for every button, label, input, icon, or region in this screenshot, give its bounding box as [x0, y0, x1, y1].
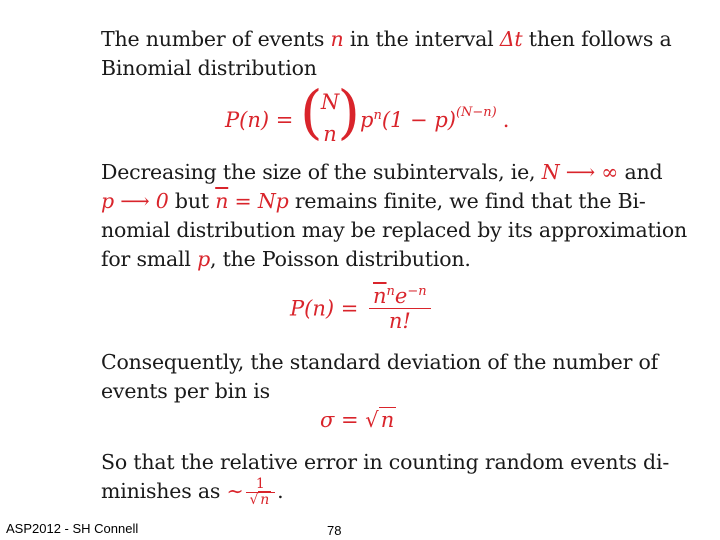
paragraph-limit-line-4: for small p, the Poisson distribution.	[101, 247, 471, 271]
math-n: n	[330, 27, 344, 51]
square-root-sign: √	[365, 408, 379, 432]
paragraph-std-dev-line-1: Consequently, the standard deviation of the number of	[101, 350, 659, 374]
paragraph-limit-line-2: p ⟶ 0 but $\overline{n} = Np$ remains finite, we find that the Bi-	[101, 189, 646, 213]
paragraph-std-dev	[101, 348, 659, 406]
math-p-to-zero: p ⟶ 0	[101, 189, 169, 213]
inverse-sqrt-fraction: $\frac{1}{√ n}$	[246, 477, 276, 508]
paragraph-limit-line-1: Decreasing the size of the subintervals, ie, N ⟶ ∞ and	[101, 160, 663, 184]
math-delta-t: Δt	[499, 27, 523, 51]
paragraph-intro-line-2: Binomial distribution	[101, 56, 317, 80]
math-n-to-infinity: N ⟶ ∞	[541, 160, 619, 184]
paragraph-intro	[101, 25, 672, 83]
footer-credit: ASP2012 - SH Connell	[6, 521, 139, 536]
poisson-fraction: $\frac{\overline{n}^ne^{-n}}{n!}$	[369, 284, 431, 333]
binomial-equation: P(n) = ( N n ) $p^n(1 - p)^{(N-n)}$ .	[225, 88, 509, 152]
paragraph-limit-line-3: nomial distribution may be replaced by its approximation	[101, 218, 688, 242]
paragraph-intro-line-1: The number of events n in the interval Δt then follows a	[101, 27, 672, 51]
paragraph-limit	[101, 158, 688, 274]
sigma-equation: σ = √n	[320, 408, 395, 432]
binomial-coefficient: ( N n )	[300, 78, 360, 146]
poisson-equation: P(n) = $\frac{\overline{n}^ne^{-n}}{n!}$	[290, 284, 431, 333]
math-sim: ∼	[226, 479, 244, 503]
math-n-bar: $\overline{n}$	[215, 189, 229, 213]
paragraph-relative-error-line-2: minishes as ∼ $\frac{1}{√ n}$ .	[101, 476, 284, 508]
paragraph-relative-error	[101, 448, 670, 508]
paragraph-relative-error-line-1: So that the relative error in counting random events di-	[101, 450, 670, 474]
paragraph-std-dev-line-2: events per bin is	[101, 379, 270, 403]
math-p: p	[197, 247, 210, 271]
math-np: = Np	[228, 189, 289, 213]
page-number: 78	[327, 523, 342, 538]
